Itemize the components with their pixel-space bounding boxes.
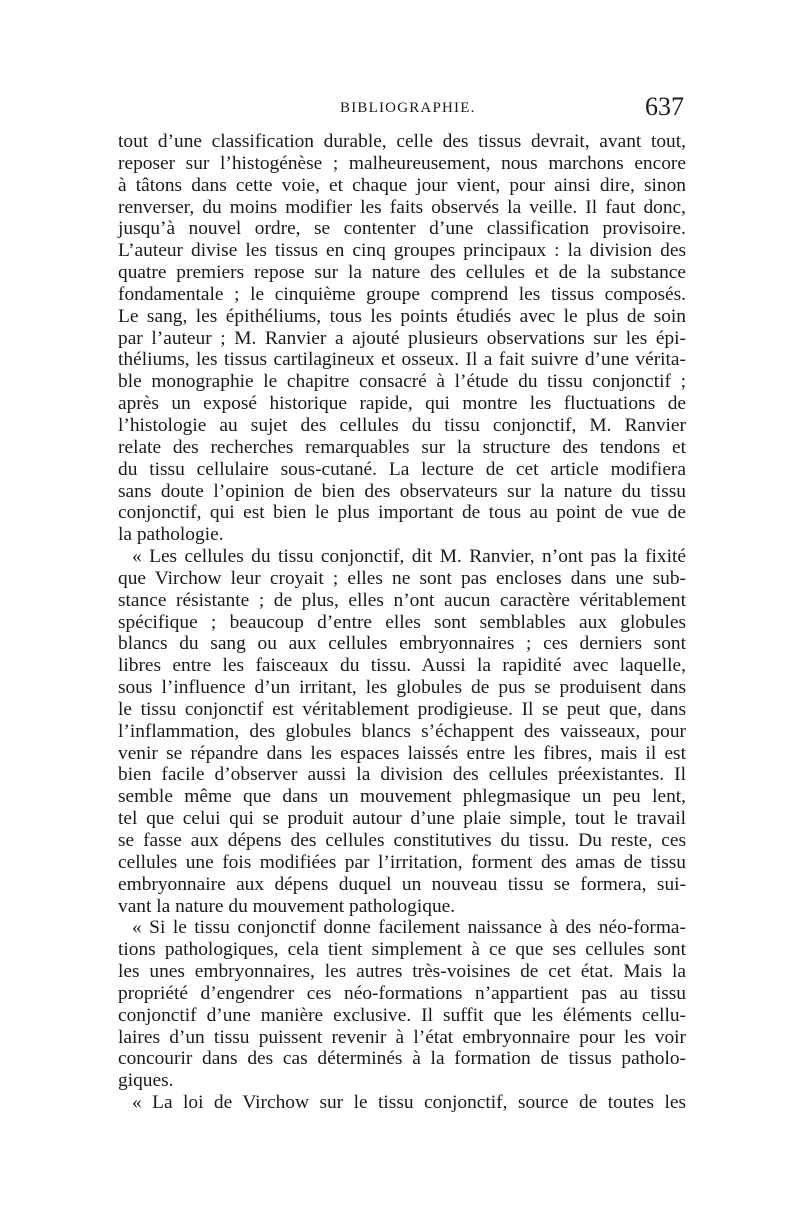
body-text: [118, 131, 686, 1114]
text-line: propriété d’engendrer ces néo-formations n’appartient pas au tissu: [118, 982, 686, 1004]
text-line: cellules une fois modifiées par l’irritation, forment des amas de tissu: [118, 851, 686, 873]
text-line: du tissu cellulaire sous-cutané. La lecture de cet article modifiera: [118, 458, 686, 480]
text-line: relate des recherches remarquables sur la structure des tendons et: [118, 436, 686, 458]
text-line: conjonctif d’une manière exclusive. Il suffit que les éléments cellu-: [118, 1004, 686, 1026]
text-line: libres entre les faisceaux du tissu. Aussi la rapidité avec laquelle,: [118, 655, 686, 677]
text-line: « Les cellules du tissu conjonctif, dit M. Ranvier, n’ont pas la fixité: [132, 546, 686, 568]
text-line: tout d’une classification durable, celle des tissus devrait, avant tout,: [118, 131, 686, 152]
text-line: se fasse aux dépens des cellules constitutives du tissu. Du reste, ces: [118, 830, 686, 851]
text-line: concourir dans des cas déterminés à la formation de tissus patholo-: [118, 1048, 686, 1070]
text-line: conjonctif, qui est bien le plus important de tous au point de vue de: [118, 502, 686, 524]
text-line: par l’auteur ; M. Ranvier a ajouté plusieurs observations sur les épi-: [118, 327, 686, 349]
text-line: sans doute l’opinion de bien des observateurs sur la nature du tissu: [118, 480, 686, 502]
text-line: la pathologie.: [118, 524, 224, 546]
text-line: giques.: [118, 1070, 174, 1092]
text-line: ble monographie le chapitre consacré à l’étude du tissu conjonctif ;: [118, 371, 686, 393]
running-head: [118, 92, 684, 122]
text-line: tel que celui qui se produit autour d’une plaie simple, tout le travail: [118, 808, 686, 830]
text-line: fondamentale ; le cinquième groupe comprend les tissus composés.: [118, 283, 686, 305]
text-line: vant la nature du mouvement pathologique.: [118, 895, 456, 917]
text-line: l’inflammation, des globules blancs s’échappent des vaisseaux, pour: [118, 720, 686, 742]
text-line: quatre premiers repose sur la nature des cellules et de la substance: [118, 262, 686, 284]
text-line: le tissu conjonctif est véritablement prodigieuse. Il se peut que, dans: [118, 698, 686, 720]
text-line: Le sang, les épithéliums, tous les points étudiés avec le plus de soin: [118, 305, 686, 327]
text-line: embryonnaire aux dépens duquel un nouveau tissu se formera, sui-: [118, 873, 686, 895]
text-line: reposer sur l’histogénèse ; malheureusement, nous marchons encore: [118, 152, 686, 174]
text-line: semble même que dans un mouvement phlegmasique un peu lent,: [118, 786, 686, 808]
page-number: 637: [645, 92, 684, 121]
text-line: les unes embryonnaires, les autres très-voisines de cet état. Mais la: [118, 961, 686, 983]
text-line: que Virchow leur croyait ; elles ne sont pas encloses dans une sub-: [118, 567, 686, 589]
text-line: venir se répandre dans les espaces laissés entre les fibres, mais il est: [118, 742, 686, 764]
running-title: BIBLIOGRAPHIE.: [340, 100, 476, 116]
text-line: tions pathologiques, cela tient simplement à ce que ses cellules sont: [118, 939, 686, 961]
text-line: stance résistante ; de plus, elles n’ont aucun caractère véritablement: [118, 589, 686, 611]
text-line: sous l’influence d’un irritant, les globules de pus se produisent dans: [118, 677, 686, 699]
text-line: spécifique ; beaucoup d’entre elles sont semblables aux globules: [118, 611, 686, 633]
text-line: « La loi de Virchow sur le tissu conjonctif, source de toutes les: [132, 1092, 686, 1114]
text-line: à tâtons dans cette voie, et chaque jour vient, pour ainsi dire, sinon: [118, 174, 686, 196]
text-line: jusqu’à nouvel ordre, se contenter d’une classification provisoire.: [118, 218, 686, 240]
text-line: « Si le tissu conjonctif donne facilement naissance à des néo-forma-: [132, 917, 686, 939]
text-line: renverser, du moins modifier les faits observés la veille. Il faut donc,: [118, 196, 686, 218]
text-line: après un exposé historique rapide, qui montre les fluctuations de: [118, 393, 686, 415]
text-line: laires d’un tissu puissent revenir à l’état embryonnaire pour les voir: [118, 1026, 686, 1048]
text-line: L’auteur divise les tissus en cinq groupes principaux : la division des: [118, 240, 686, 262]
text-line: bien facile d’observer aussi la division des cellules préexistantes. Il: [118, 764, 686, 786]
text-line: l’histologie au sujet des cellules du tissu conjonctif, M. Ranvier: [118, 414, 686, 436]
text-line: théliums, les tissus cartilagineux et osseux. Il a fait suivre d’une vérita-: [118, 349, 686, 371]
text-line: blancs du sang ou aux cellules embryonnaires ; ces derniers sont: [118, 633, 686, 655]
